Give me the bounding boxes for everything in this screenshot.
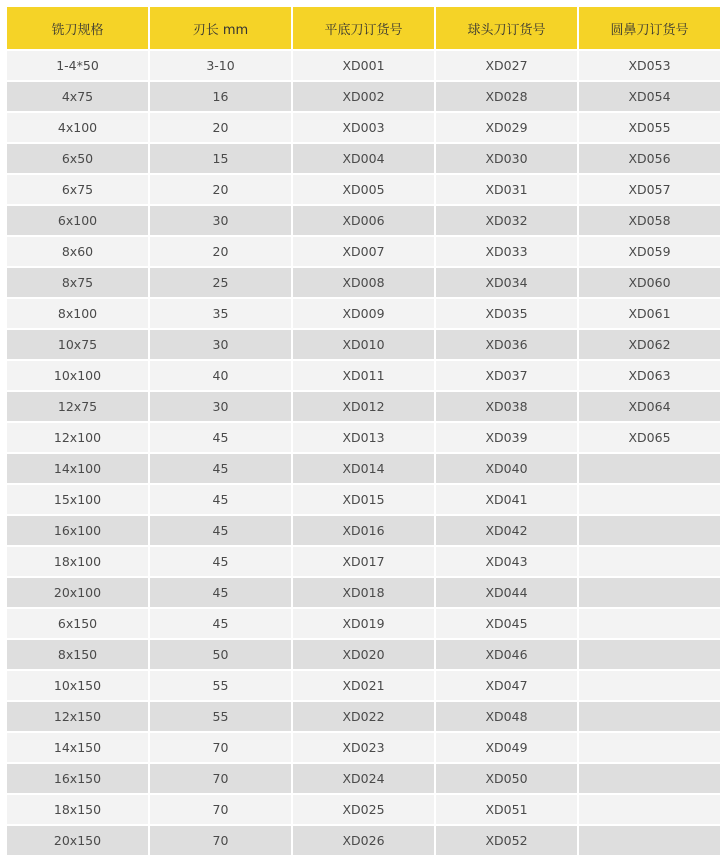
cell-flat-end-order-no: XD016 bbox=[293, 516, 434, 545]
table-row bbox=[7, 578, 720, 607]
cell-corner-radius-order-no: XD061 bbox=[579, 299, 720, 328]
cell-ball-nose-order-no: XD049 bbox=[436, 733, 577, 762]
cell-cutter-spec: 18x100 bbox=[7, 547, 148, 576]
cell-blade-length: 55 bbox=[150, 702, 291, 731]
cell-ball-nose-order-no: XD038 bbox=[436, 392, 577, 421]
cell-flat-end-order-no: XD017 bbox=[293, 547, 434, 576]
cell-ball-nose-order-no: XD042 bbox=[436, 516, 577, 545]
cell-ball-nose-order-no: XD031 bbox=[436, 175, 577, 204]
cell-ball-nose-order-no: XD051 bbox=[436, 795, 577, 824]
table-row bbox=[7, 547, 720, 576]
table-row bbox=[7, 640, 720, 669]
header-ball-nose-order-no: 球头刀订货号 bbox=[436, 7, 577, 49]
header-corner-radius-order-no: 圆鼻刀订货号 bbox=[579, 7, 720, 49]
cell-flat-end-order-no: XD010 bbox=[293, 330, 434, 359]
cell-blade-length: 45 bbox=[150, 609, 291, 638]
header-blade-length: 刃长 mm bbox=[150, 7, 291, 49]
cell-ball-nose-order-no: XD048 bbox=[436, 702, 577, 731]
cell-cutter-spec: 10x150 bbox=[7, 671, 148, 700]
cell-blade-length: 35 bbox=[150, 299, 291, 328]
table-row bbox=[7, 206, 720, 235]
cell-corner-radius-order-no bbox=[579, 485, 720, 514]
table-row bbox=[7, 299, 720, 328]
table-row bbox=[7, 82, 720, 111]
table-row bbox=[7, 330, 720, 359]
table-row bbox=[7, 454, 720, 483]
cell-blade-length: 20 bbox=[150, 113, 291, 142]
cell-corner-radius-order-no: XD055 bbox=[579, 113, 720, 142]
cell-flat-end-order-no: XD007 bbox=[293, 237, 434, 266]
cell-flat-end-order-no: XD002 bbox=[293, 82, 434, 111]
cell-ball-nose-order-no: XD040 bbox=[436, 454, 577, 483]
cell-ball-nose-order-no: XD046 bbox=[436, 640, 577, 669]
cell-ball-nose-order-no: XD028 bbox=[436, 82, 577, 111]
cell-corner-radius-order-no bbox=[579, 671, 720, 700]
cell-ball-nose-order-no: XD029 bbox=[436, 113, 577, 142]
cell-flat-end-order-no: XD012 bbox=[293, 392, 434, 421]
table-row bbox=[7, 51, 720, 80]
cell-flat-end-order-no: XD006 bbox=[293, 206, 434, 235]
cell-ball-nose-order-no: XD027 bbox=[436, 51, 577, 80]
cell-corner-radius-order-no: XD057 bbox=[579, 175, 720, 204]
cell-cutter-spec: 6x150 bbox=[7, 609, 148, 638]
cell-flat-end-order-no: XD009 bbox=[293, 299, 434, 328]
cell-cutter-spec: 4x75 bbox=[7, 82, 148, 111]
cell-blade-length: 15 bbox=[150, 144, 291, 173]
cell-corner-radius-order-no bbox=[579, 640, 720, 669]
cell-cutter-spec: 10x75 bbox=[7, 330, 148, 359]
cell-flat-end-order-no: XD005 bbox=[293, 175, 434, 204]
cell-cutter-spec: 20x150 bbox=[7, 826, 148, 855]
cell-blade-length: 25 bbox=[150, 268, 291, 297]
cell-cutter-spec: 15x100 bbox=[7, 485, 148, 514]
cell-corner-radius-order-no bbox=[579, 578, 720, 607]
table-row bbox=[7, 516, 720, 545]
table-row bbox=[7, 361, 720, 390]
cell-corner-radius-order-no bbox=[579, 733, 720, 762]
cell-flat-end-order-no: XD018 bbox=[293, 578, 434, 607]
cell-corner-radius-order-no bbox=[579, 609, 720, 638]
cell-cutter-spec: 10x100 bbox=[7, 361, 148, 390]
cell-ball-nose-order-no: XD047 bbox=[436, 671, 577, 700]
cell-flat-end-order-no: XD020 bbox=[293, 640, 434, 669]
cell-blade-length: 45 bbox=[150, 547, 291, 576]
cell-cutter-spec: 8x150 bbox=[7, 640, 148, 669]
cell-corner-radius-order-no: XD065 bbox=[579, 423, 720, 452]
table-row bbox=[7, 423, 720, 452]
cell-flat-end-order-no: XD021 bbox=[293, 671, 434, 700]
table-row bbox=[7, 795, 720, 824]
cell-blade-length: 16 bbox=[150, 82, 291, 111]
table-row bbox=[7, 702, 720, 731]
cell-ball-nose-order-no: XD043 bbox=[436, 547, 577, 576]
table-header bbox=[7, 7, 720, 49]
cell-corner-radius-order-no: XD054 bbox=[579, 82, 720, 111]
cell-ball-nose-order-no: XD033 bbox=[436, 237, 577, 266]
cell-cutter-spec: 12x100 bbox=[7, 423, 148, 452]
cell-cutter-spec: 12x150 bbox=[7, 702, 148, 731]
table-row bbox=[7, 826, 720, 855]
cell-corner-radius-order-no bbox=[579, 516, 720, 545]
cell-ball-nose-order-no: XD044 bbox=[436, 578, 577, 607]
cell-blade-length: 40 bbox=[150, 361, 291, 390]
cell-flat-end-order-no: XD015 bbox=[293, 485, 434, 514]
cell-ball-nose-order-no: XD045 bbox=[436, 609, 577, 638]
table-row bbox=[7, 733, 720, 762]
table-row bbox=[7, 175, 720, 204]
cell-blade-length: 45 bbox=[150, 578, 291, 607]
table-row bbox=[7, 609, 720, 638]
cell-blade-length: 45 bbox=[150, 423, 291, 452]
cell-ball-nose-order-no: XD034 bbox=[436, 268, 577, 297]
cell-flat-end-order-no: XD003 bbox=[293, 113, 434, 142]
cell-corner-radius-order-no: XD064 bbox=[579, 392, 720, 421]
cell-blade-length: 30 bbox=[150, 330, 291, 359]
cell-blade-length: 45 bbox=[150, 454, 291, 483]
cell-blade-length: 20 bbox=[150, 175, 291, 204]
cell-ball-nose-order-no: XD036 bbox=[436, 330, 577, 359]
cell-cutter-spec: 6x50 bbox=[7, 144, 148, 173]
cell-cutter-spec: 1-4*50 bbox=[7, 51, 148, 80]
cell-flat-end-order-no: XD026 bbox=[293, 826, 434, 855]
cell-cutter-spec: 12x75 bbox=[7, 392, 148, 421]
cell-flat-end-order-no: XD019 bbox=[293, 609, 434, 638]
cell-corner-radius-order-no: XD056 bbox=[579, 144, 720, 173]
cell-corner-radius-order-no: XD062 bbox=[579, 330, 720, 359]
cell-flat-end-order-no: XD014 bbox=[293, 454, 434, 483]
table-row bbox=[7, 764, 720, 793]
cell-corner-radius-order-no bbox=[579, 547, 720, 576]
cell-blade-length: 70 bbox=[150, 795, 291, 824]
cell-flat-end-order-no: XD022 bbox=[293, 702, 434, 731]
header-row bbox=[7, 7, 720, 49]
cell-corner-radius-order-no bbox=[579, 795, 720, 824]
cell-cutter-spec: 14x100 bbox=[7, 454, 148, 483]
cell-cutter-spec: 8x75 bbox=[7, 268, 148, 297]
table-row bbox=[7, 392, 720, 421]
cell-ball-nose-order-no: XD030 bbox=[436, 144, 577, 173]
cell-cutter-spec: 8x60 bbox=[7, 237, 148, 266]
cell-blade-length: 70 bbox=[150, 733, 291, 762]
cell-flat-end-order-no: XD013 bbox=[293, 423, 434, 452]
cell-ball-nose-order-no: XD039 bbox=[436, 423, 577, 452]
cell-ball-nose-order-no: XD050 bbox=[436, 764, 577, 793]
cell-ball-nose-order-no: XD052 bbox=[436, 826, 577, 855]
cell-cutter-spec: 16x100 bbox=[7, 516, 148, 545]
cell-cutter-spec: 8x100 bbox=[7, 299, 148, 328]
cell-cutter-spec: 14x150 bbox=[7, 733, 148, 762]
cell-flat-end-order-no: XD024 bbox=[293, 764, 434, 793]
cell-ball-nose-order-no: XD032 bbox=[436, 206, 577, 235]
cell-cutter-spec: 4x100 bbox=[7, 113, 148, 142]
cell-flat-end-order-no: XD025 bbox=[293, 795, 434, 824]
cell-blade-length: 55 bbox=[150, 671, 291, 700]
cell-flat-end-order-no: XD004 bbox=[293, 144, 434, 173]
cell-flat-end-order-no: XD008 bbox=[293, 268, 434, 297]
cell-blade-length: 30 bbox=[150, 392, 291, 421]
cell-corner-radius-order-no: XD059 bbox=[579, 237, 720, 266]
table-row bbox=[7, 113, 720, 142]
cell-corner-radius-order-no: XD060 bbox=[579, 268, 720, 297]
table-row bbox=[7, 144, 720, 173]
cell-ball-nose-order-no: XD041 bbox=[436, 485, 577, 514]
cell-blade-length: 70 bbox=[150, 826, 291, 855]
cell-blade-length: 50 bbox=[150, 640, 291, 669]
cell-blade-length: 30 bbox=[150, 206, 291, 235]
cell-ball-nose-order-no: XD035 bbox=[436, 299, 577, 328]
cell-corner-radius-order-no: XD058 bbox=[579, 206, 720, 235]
cell-corner-radius-order-no: XD063 bbox=[579, 361, 720, 390]
cell-blade-length: 45 bbox=[150, 485, 291, 514]
cell-blade-length: 70 bbox=[150, 764, 291, 793]
cell-ball-nose-order-no: XD037 bbox=[436, 361, 577, 390]
cell-blade-length: 20 bbox=[150, 237, 291, 266]
cell-cutter-spec: 6x100 bbox=[7, 206, 148, 235]
cell-flat-end-order-no: XD023 bbox=[293, 733, 434, 762]
table-body bbox=[7, 51, 720, 855]
header-flat-end-order-no: 平底刀订货号 bbox=[293, 7, 434, 49]
cutter-spec-table bbox=[5, 5, 722, 857]
cell-cutter-spec: 20x100 bbox=[7, 578, 148, 607]
cell-blade-length: 45 bbox=[150, 516, 291, 545]
cell-corner-radius-order-no bbox=[579, 826, 720, 855]
table-row bbox=[7, 485, 720, 514]
cell-corner-radius-order-no bbox=[579, 454, 720, 483]
cell-cutter-spec: 6x75 bbox=[7, 175, 148, 204]
cell-cutter-spec: 18x150 bbox=[7, 795, 148, 824]
table-row bbox=[7, 671, 720, 700]
cell-flat-end-order-no: XD011 bbox=[293, 361, 434, 390]
cell-corner-radius-order-no: XD053 bbox=[579, 51, 720, 80]
table-row bbox=[7, 237, 720, 266]
header-cutter-spec: 铣刀规格 bbox=[7, 7, 148, 49]
cell-cutter-spec: 16x150 bbox=[7, 764, 148, 793]
cell-corner-radius-order-no bbox=[579, 764, 720, 793]
table-row bbox=[7, 268, 720, 297]
cell-flat-end-order-no: XD001 bbox=[293, 51, 434, 80]
cell-blade-length: 3-10 bbox=[150, 51, 291, 80]
cell-corner-radius-order-no bbox=[579, 702, 720, 731]
